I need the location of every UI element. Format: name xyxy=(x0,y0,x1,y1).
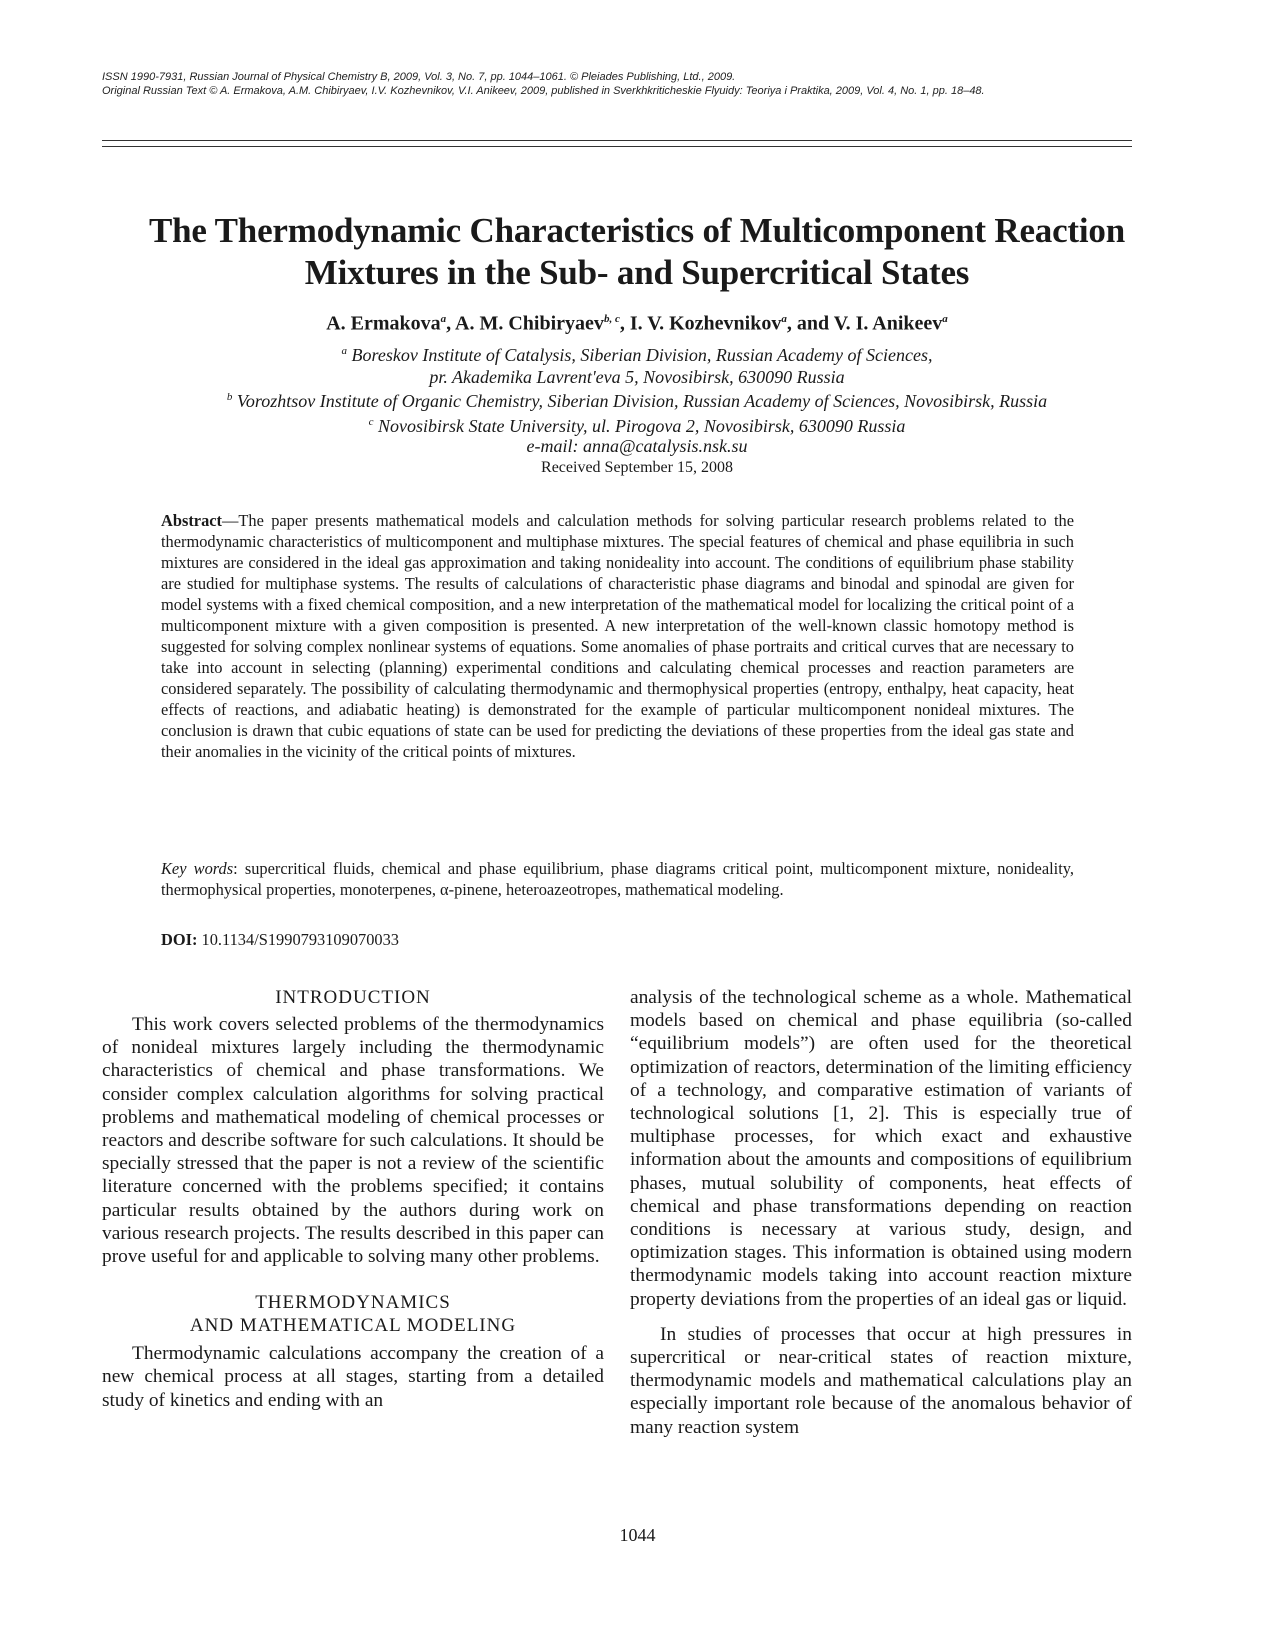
paper-title xyxy=(102,210,1172,294)
contact-email: e-mail: anna@catalysis.nsk.su xyxy=(526,436,748,456)
doi-value: 10.1134/S1990793109070033 xyxy=(197,930,399,949)
author-separator: , xyxy=(446,312,456,335)
left-column xyxy=(102,986,604,1412)
affiliation-c-line: Novosibirsk State University, ul. Pirogova 2, Novosibirsk, 630090 Russia xyxy=(373,416,906,436)
author-separator: , xyxy=(619,312,630,335)
received-date: Received September 15, 2008 xyxy=(541,459,733,476)
page-number: 1044 xyxy=(619,1525,656,1545)
introduction-paragraph: This work covers selected problems of the thermodynamics of nonideal mixtures largely including the thermodynamic characteristics of chemical and phase transformations. We consider complex calculation algorithms for solving practical problems and mathematical modeling of chemical processes or reactors and describe software for such calculations. It should be specially stressed that the paper is not a review of the scientific literature concerned with the problems specified; it contains particular results obtained by the authors during work on various research projects. The results described in this paper can prove useful for and applicable to solving many other problems. xyxy=(102,1014,604,1268)
author-list xyxy=(102,306,1172,337)
section-heading-thermodynamics-line2: AND MATHEMATICAL MODELING xyxy=(189,1315,517,1337)
abstract xyxy=(161,510,1074,762)
thermodynamics-paragraph: Thermodynamic calculations accompany the creation of a new chemical process at all stages, starting from a detailed study of kinetics and ending with an xyxy=(102,1343,604,1411)
affiliation-b-line: Vorozhtsov Institute of Organic Chemistry, Siberian Division, Russian Academy of Sciences, Novosibirsk, Russia xyxy=(232,391,1048,411)
section-heading-thermodynamics-line1: THERMODYNAMICS xyxy=(255,1292,451,1314)
author-affiliation-mark: a xyxy=(781,313,787,325)
author-name: A. Ermakova xyxy=(326,312,441,335)
right-column-paragraph-2: In studies of processes that occur at high pressures in supercritical or near-critical states of reaction mixture, thermodynamic models and mathematical calculations play an especially important role because of the anomalous behavior of many reaction system xyxy=(630,1323,1132,1438)
keywords xyxy=(161,858,1074,900)
affiliation-a-line1: Boreskov Institute of Catalysis, Siberian Division, Russian Academy of Sciences, xyxy=(347,345,933,365)
affiliation-mark: a xyxy=(341,345,348,357)
affiliation-mark: c xyxy=(368,416,374,428)
abstract-label: Abstract xyxy=(161,511,222,530)
header-rule-top xyxy=(102,140,1132,141)
right-column-paragraph-1: analysis of the technological scheme as a whole. Mathematical models based on chemical and phase equilibria (so-called “equilibrium models”) are often used for the theoretical optimization of reactors, determination of the limiting efficiency of a technology, and comparative estimation of variants of technological solutions [1, 2]. This is especially true of multiphase processes, for which exact and exhaustive information about the amounts and compositions of equilibrium phases, mutual solubility of components, heat effects of chemical and phase transformations depending on reaction conditions is necessary at various study, design, and optimization stages. This information is obtained using modern thermodynamic models taking into account reaction mixture property deviations from the properties of an ideal gas or liquid. xyxy=(630,987,1132,1310)
paper-title-line2: Mixtures in the Sub- and Supercritical States xyxy=(304,253,970,292)
affiliation-mark: b xyxy=(226,391,233,403)
affiliation-b xyxy=(102,386,1172,412)
author-affiliation-mark: a xyxy=(440,313,447,325)
header-rule-bottom xyxy=(102,146,1132,147)
journal-header-line1: ISSN 1990-7931, Russian Journal of Physical Chemistry B, 2009, Vol. 3, No. 7, pp. 1044–1061. © Pleiades Publishing, Ltd., 2009. xyxy=(102,71,736,83)
author-name: I. V. Kozhevnikov xyxy=(629,312,782,335)
journal-header xyxy=(102,70,1132,98)
abstract-text: —The paper presents mathematical models and calculation methods for solving particular research problems related to the thermodynamic characteristics of multicomponent and multiphase mixtures. The special features of chemical and phase equilibria in such mixtures are considered in the ideal gas approximation and taking nonideality into account. The conditions of equilibrium phase stability are studied for multiphase systems. The results of calculations of characteristic phase diagrams and binodal and spinodal are given for model systems with a fixed chemical composition, and a new interpretation of the mathematical model for localizing the critical point of a multicomponent mixture with a given composition is presented. A new interpretation of the well-known classic homotopy method is suggested for solving complex nonlinear systems of equations. Some anomalies of phase portraits and critical curves that are necessary to take into account in selecting (planning) experimental conditions and calculating chemical processes and reaction parameters are considered separately. The possibility of calculating thermodynamic and thermophysical properties (entropy, enthalpy, heat capacity, heat effects of reactions, and adiabatic heating) is demonstrated for the example of particular multicomponent nonideal mixtures. The conclusion is drawn that cubic equations of state can be used for predicting the deviations of these properties from the ideal gas state and their anomalies in the vicinity of the critical points of mixtures. xyxy=(161,511,1074,761)
journal-header-line2: Original Russian Text © A. Ermakova, A.M. Chibiryaev, I.V. Kozhevnikov, V.I. Anikeev, 2009, published in Sverkhkriticheskie Flyuidy: Teoriya i Praktika, 2009, Vol. 4, No. 1, pp. 18–48. xyxy=(102,85,985,97)
affiliation-a-line2: pr. Akademika Lavrent'eva 5, Novosibirsk, 630090 Russia xyxy=(429,367,845,387)
affiliation-c xyxy=(102,411,1172,437)
author-name: V. I. Anikeev xyxy=(833,312,943,335)
section-heading-introduction: INTRODUCTION xyxy=(275,987,431,1008)
keywords-label: Key words xyxy=(161,859,234,878)
author-affiliation-mark: a xyxy=(942,313,948,325)
doi xyxy=(161,929,1074,950)
paper-title-line1: The Thermodynamic Characteristics of Multicomponent Reaction xyxy=(149,211,1125,250)
author-separator: , and xyxy=(786,312,834,335)
doi-label: DOI: xyxy=(161,930,198,949)
author-name: A. M. Chibiryaev xyxy=(455,312,604,335)
affiliation-a xyxy=(102,340,1172,388)
keywords-text: : supercritical fluids, chemical and phase equilibrium, phase diagrams critical point, multicomponent mixture, nonideality, thermophysical properties, monoterpenes, α-pinene, heteroazeotropes, mathematical modeling. xyxy=(161,859,1074,899)
author-affiliation-mark: b, c xyxy=(603,313,620,325)
right-column xyxy=(630,986,1132,1439)
